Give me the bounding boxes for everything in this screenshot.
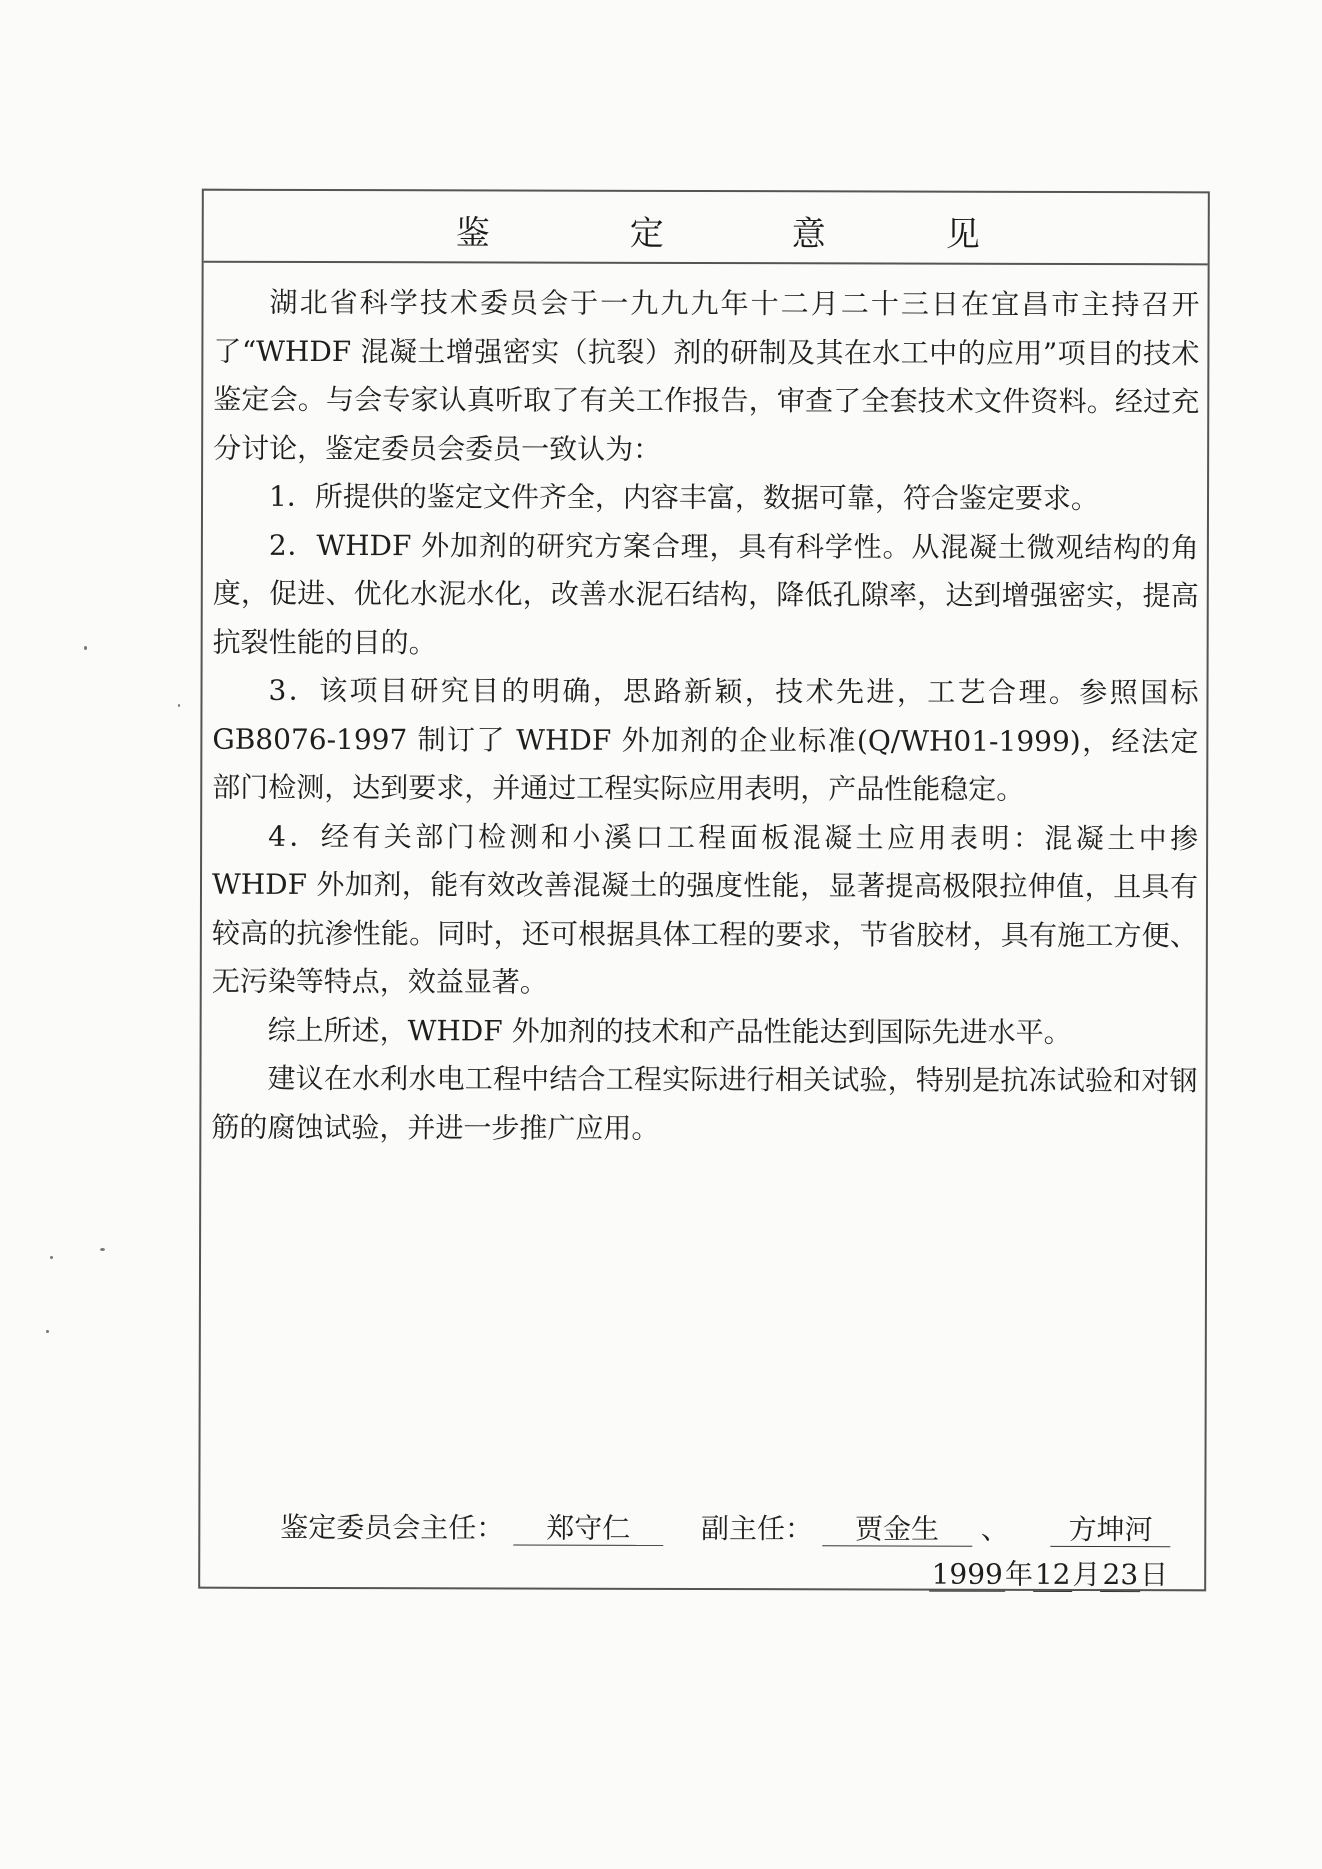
- paragraph-item-1: 1．所提供的鉴定文件齐全，内容丰富，数据可靠，符合鉴定要求。: [268, 479, 1099, 516]
- date-month: 12: [1033, 1559, 1073, 1592]
- signature-row: [280, 1506, 1170, 1548]
- appraisal-body: [211, 279, 1199, 1155]
- date-day-unit: 日: [1140, 1558, 1169, 1592]
- title-char-3: 意: [791, 214, 826, 255]
- scan-speck: [46, 1330, 49, 1333]
- paragraph-suggestion: 建议在水利水电工程中结合工程实际进行相关试验，特别是抗冻试验和对钢筋的腐蚀试验，并进一步推广应用。: [211, 1061, 1198, 1145]
- title-char-1: 鉴: [455, 213, 490, 254]
- chair-label: 鉴定委员会主任：: [280, 1510, 505, 1545]
- vice-chair-name-1: 贾金生: [822, 1513, 972, 1546]
- scan-speck: [100, 1248, 105, 1251]
- appraisal-form: [198, 189, 1210, 1592]
- paragraph-summary: 综上所述，WHDF 外加剂的技术和产品性能达到国际先进水平。: [267, 1013, 1072, 1049]
- paragraph-intro: 湖北省科学技术委员会于一九九九年十二月二十三日在宜昌市主持召开了“WHDF 混凝土增强密实（抗裂）剂的研制及其在水工中的应用”项目的技术鉴定会。与会专家认真听取了有关工作报告，审查了全套技术文件资料。经过充分讨论，鉴定委员会委员一致认为：: [213, 285, 1200, 466]
- chair-name: 郑守仁: [513, 1513, 663, 1546]
- vice-chair-name-2: 方坤河: [1051, 1514, 1171, 1547]
- date-row: [930, 1553, 1169, 1594]
- title-char-2: 定: [629, 213, 664, 254]
- vice-chair-label: 副主任：: [701, 1511, 814, 1546]
- paragraph-item-2: 2．WHDF 外加剂的研究方案合理，具有科学性。从混凝土微观结构的角度，促进、优化水泥水化，改善水泥石结构，降低孔隙率，达到增强密实，提高抗裂性能的目的。: [212, 528, 1199, 659]
- date-year: 1999: [930, 1559, 1005, 1592]
- scan-speck: [178, 704, 180, 707]
- date-day: 23: [1101, 1559, 1141, 1592]
- scan-speck: [84, 646, 87, 650]
- title-char-4: 见: [945, 214, 980, 255]
- title-row: [204, 191, 1208, 266]
- scan-speck: [50, 1256, 53, 1259]
- paragraph-item-3: 3．该项目研究目的明确，思路新颖，技术先进，工艺合理。参照国标 GB8076-1997 制订了 WHDF 外加剂的企业标准(Q/WH01-1999)，经法定部门检测，达到要求，并通过工程实际应用表明，产品性能稳定。: [212, 673, 1199, 806]
- name-separator: 、: [980, 1512, 1009, 1546]
- paragraph-item-4: 4．经有关部门检测和小溪口工程面板混凝土应用表明：混凝土中掺 WHDF 外加剂，能有效改善混凝土的强度性能，显著提高极限拉伸值，且具有较高的抗渗性能。同时，还可根据具体工程的要求，节省胶材，具有施工方便、无污染等特点，效益显著。: [211, 819, 1199, 999]
- date-month-unit: 月: [1072, 1557, 1101, 1592]
- date-year-unit: 年: [1004, 1557, 1033, 1591]
